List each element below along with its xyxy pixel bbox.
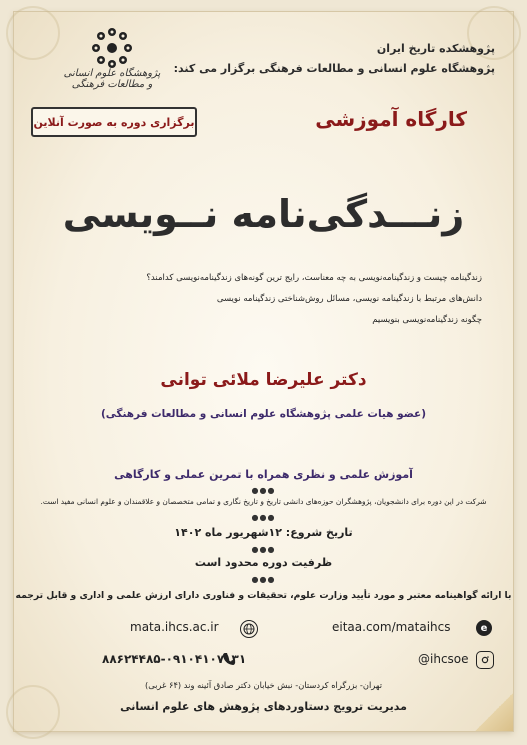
workshop-title: زنـــدگی‌نامه نــویسی [62, 192, 465, 236]
corner-ornament [6, 6, 60, 60]
separator-dots: ●●● [251, 513, 276, 522]
separator-dots: ●●● [251, 486, 276, 495]
audience-text: شرکت در این دوره برای دانشجویان، پژوهشگران حوزه‌های دانشی تاریخ و تاریخ نگاری و تمامی متخصصان و علاقمندان و علوم انسانی مفید است. [40, 497, 487, 506]
website-link[interactable]: mata.ihcs.ac.ir [130, 620, 219, 634]
logo-caption: پژوهشگاه علوم انسانی و مطالعات فرهنگی [63, 68, 161, 90]
online-badge [31, 107, 197, 137]
topic-item: زندگینامه چیست و زندگینامه‌نویسی به چه معناست، رایج ترین گونه‌های زندگینامه‌نویسی کدامند؟ [146, 273, 482, 283]
organizer-line: پژوهشگاه علوم انسانی و مطالعات فرهنگی برگزار می کند: [173, 62, 495, 75]
workshop-label: کارگاه آموزشی [315, 107, 467, 131]
topic-item: دانش‌های مرتبط با زندگینامه نویسی، مسائل روش‌شناختی زندگینامه نویسی [216, 294, 482, 304]
topic-item: چگونه زندگینامه‌نویسی بنویسیم [372, 315, 482, 325]
globe-icon [240, 620, 258, 638]
institute-logo-icon [90, 26, 134, 70]
training-type: آموزش علمی و نظری همراه با تمرین عملی و کارگاهی [114, 468, 413, 481]
certificate-note: با ارائه گواهینامه معتبر و مورد تأیید وزارت علوم، تحقیقات و فناوری دارای ارزش علمی و اداری و قابل ترجمه [15, 590, 512, 601]
instructor-name: دکتر علیرضا ملائی توانی [160, 370, 367, 390]
phone-number[interactable]: ۸۸۶۲۴۴۸۵-۰۹۱۰۴۱۰۷۱۳۱ [102, 652, 247, 666]
eitaa-icon: e [476, 620, 492, 636]
institute-name: پژوهشکده تاریخ ایران [376, 42, 495, 55]
online-badge-label: برگزاری دوره به صورت آنلاین [33, 115, 195, 129]
instagram-handle[interactable]: @ihcsoe [418, 652, 469, 666]
separator-dots: ●●● [251, 575, 276, 584]
instructor-affiliation: (عضو هیات علمی پژوهشگاه علوم انسانی و مطالعات فرهنگی) [100, 408, 427, 420]
instagram-icon [476, 651, 494, 669]
page-curl [475, 693, 513, 731]
start-date: تاریخ شروع: ۱۲شهریور ماه ۱۴۰۲ [174, 526, 353, 539]
separator-dots: ●●● [251, 545, 276, 554]
address: تهران- بزرگراه کردستان- نبش خیابان دکتر صادق آئینه وند (۶۴ غربی) [144, 680, 383, 690]
eitaa-link[interactable]: eitaa.com/mataihcs [332, 620, 451, 634]
footer-line: مدیریت ترویج دستاوردهای پژوهش های علوم انسانی [120, 700, 407, 713]
capacity-note: ظرفیت دوره محدود است [194, 556, 333, 569]
